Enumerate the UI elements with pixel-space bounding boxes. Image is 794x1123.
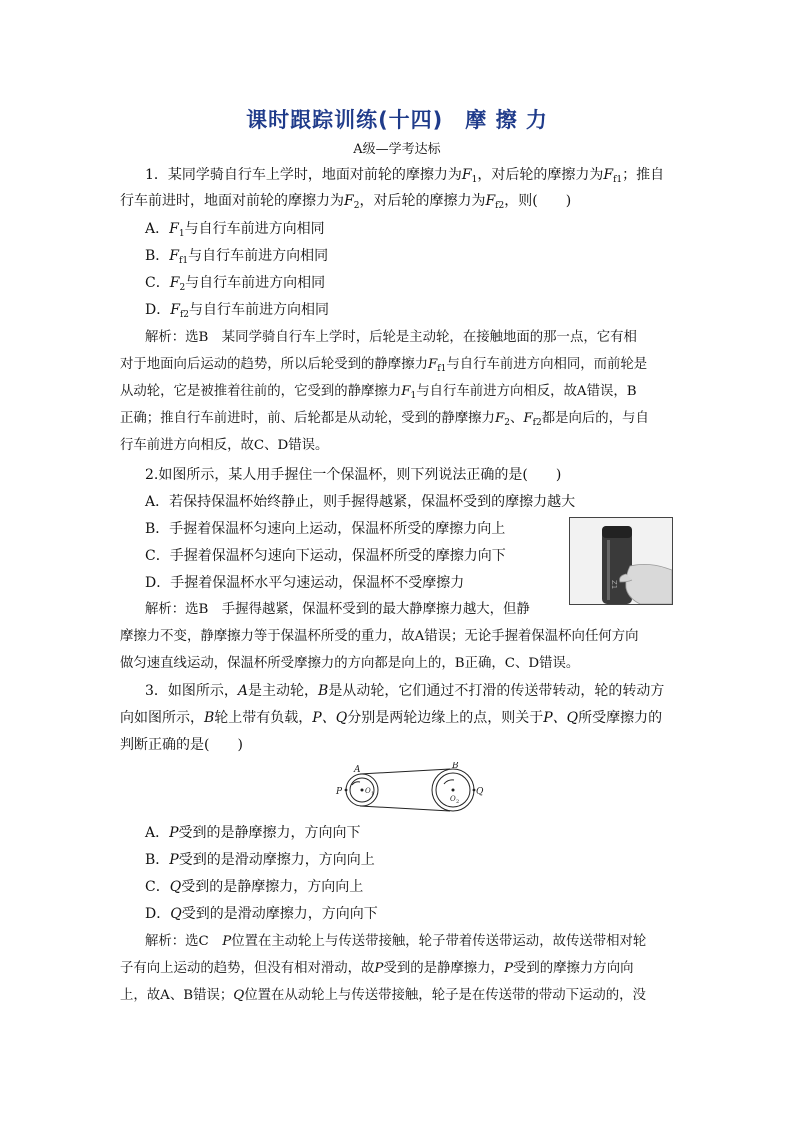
svg-text:1: 1 [371,791,375,797]
q3-stem-line2: 向如图所示，B轮上带有负载，P、Q分别是两轮边缘上的点，则关于P、Q所受摩擦力的 [120,710,663,726]
q1-option-d: D．$F_{f2}$与自行车前进方向相同 [145,302,330,320]
q2-analysis-line3: 做匀速直线运动，保温杯所受摩擦力的方向都是向上的，B正确，C、D错误。 [120,656,580,671]
q3-option-c: C．Q受到的是静摩擦力，方向向上 [145,879,364,895]
q3-option-a: A．P受到的是静摩擦力，方向向下 [145,825,361,841]
q2-option-c: C．手握着保温杯匀速向下运动，保温杯所受的摩擦力向下 [145,548,506,564]
q3-stem-line3: 判断正确的是( ) [120,737,243,753]
q1-option-c: C．$F_2$与自行车前进方向相同 [145,275,326,293]
q3-option-b: B．P受到的是滑动摩擦力，方向向上 [145,852,375,868]
q3-analysis-line2: 子有向上运动的趋势，但没有相对滑动，故P受到的是静摩擦力，P受到的摩擦力方向向 [120,961,634,976]
label-p: P [336,787,343,797]
thermos-lid [602,526,632,538]
belt-bottom [360,806,450,811]
q1-analysis-line5: 行车前进方向相反，故C、D错误。 [120,438,329,453]
svg-text:2: 2 [456,799,460,805]
cup-label: Z1 [610,580,618,590]
q1-analysis-line2: 对于地面向后运动的趋势，所以后轮受到的静摩擦力$F_{f1}$与自行车前进方向相同，而前轮是 [120,357,648,374]
thermos-cup-illustration [570,518,672,604]
q3-analysis-line3: 上，故A、B错误；Q位置在从动轮上与传送带接触，轮子是在传送带的带动下运动的，没 [120,988,646,1003]
q2-option-b: B．手握着保温杯匀速向上运动，保温杯所受的摩擦力向上 [145,521,506,537]
q2-option-d: D．手握着保温杯水平匀速运动，保温杯不受摩擦力 [145,575,465,591]
label-o1: O [365,787,371,795]
page-title: 课时跟踪训练(十四) 摩 擦 力 [246,108,548,132]
q2-option-a: A．若保持保温杯始终静止，则手握得越紧，保温杯受到的摩擦力越大 [145,494,576,510]
q1-option-b: B．$F_{f1}$与自行车前进方向相同 [145,248,329,266]
thermos-photo [569,517,673,605]
label-a: A [354,765,361,775]
belt-top [360,769,450,774]
q3-analysis-line1: 解析：选C P位置在主动轮上与传送带接触，轮子带着传送带运动，故传送带相对轮 [145,934,647,949]
section-title: A级—学考达标 [353,142,441,157]
belt-wheel-diagram [332,762,492,814]
label-q: Q [476,787,484,797]
rotation-arrow-b [444,780,454,784]
q1-stem-line1: 1．某同学骑自行车上学时，地面对前轮的摩擦力为$F_1$，对后轮的摩擦力为$F_{f1}$；推自 [145,167,665,185]
hand-shape [626,564,672,604]
q2-stem: 2.如图所示，某人用手握住一个保温杯，则下列说法正确的是( ) [145,467,562,483]
q2-analysis-line1: 解析：选B 手握得越紧，保温杯受到的最大静摩擦力越大，但静 [145,602,530,617]
label-b: B [452,762,459,771]
q1-analysis-line3: 从动轮，它是被推着往前的，它受到的静摩擦力$F_1$与自行车前进方向相反，故A错误，B [120,384,637,401]
q1-option-a: A．$F_1$与自行车前进方向相同 [145,221,325,239]
q1-stem-line2: 行车前进时，地面对前轮的摩擦力为$F_2$，对后轮的摩擦力为$F_{f2}$，则( ) [120,193,572,211]
q2-analysis-line2: 摩擦力不变，静摩擦力等于保温杯所受的重力，故A错误；无论手握着保温杯向任何方向 [120,629,639,644]
q3-stem-line1: 3．如图所示，A是主动轮，B是从动轮，它们通过不打滑的传送带转动，轮的转动方 [145,683,665,699]
label-o2: O [450,795,456,803]
q1-analysis-line1: 解析：选B 某同学骑自行车上学时，后轮是主动轮，在接触地面的那一点，它有相 [145,330,637,345]
q3-option-d: D．Q受到的是滑动摩擦力，方向向下 [145,906,378,922]
q1-analysis-line4: 正确；推自行车前进时，前、后轮都是从动轮，受到的静摩擦力$F_2$、$F_{f2}$都是向后的，与自 [120,411,649,428]
